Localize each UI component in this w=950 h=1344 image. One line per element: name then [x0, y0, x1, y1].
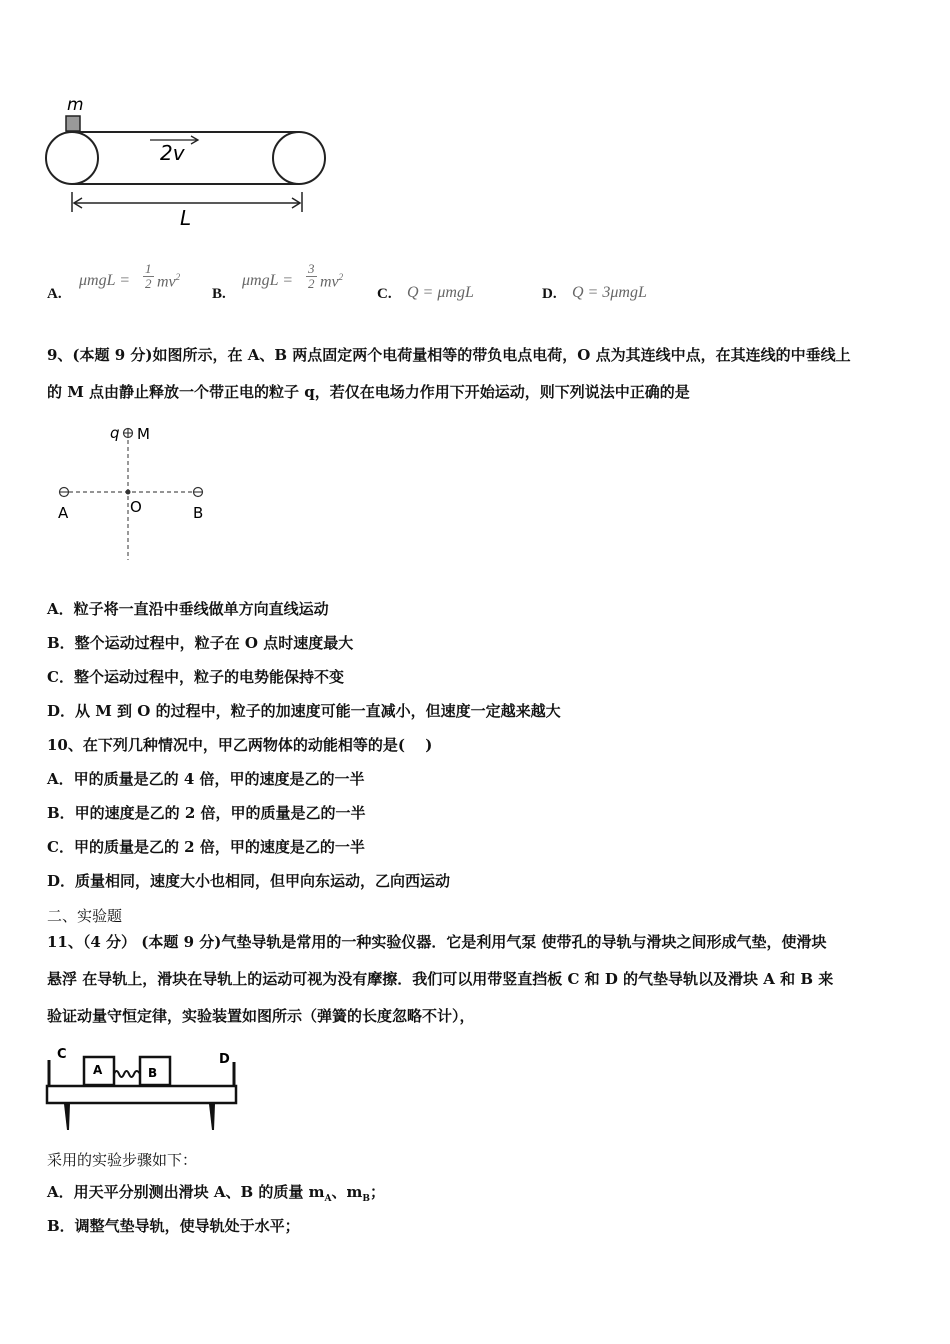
q11-steps-intro: 采用的实验步骤如下： — [47, 1151, 198, 1169]
mass-label: m — [67, 95, 84, 115]
option-label: D. — [542, 286, 557, 302]
o-label: O — [130, 498, 142, 516]
q11-stem-line2: 悬浮 在导轨上，滑块在导轨上的运动可视为没有摩擦．我们可以用带竖直挡板 C 和 D 的气垫导轨以及滑块 A 和 B 来 — [47, 970, 834, 988]
step-a-suffix: ； — [369, 1183, 385, 1201]
q9-option-b: B．整个运动过程中，粒子在 O 点时速度最大 — [47, 634, 354, 652]
expr-mv: mv — [320, 273, 339, 291]
q10-option-a: A．甲的质量是乙的 4 倍，甲的速度是乙的一半 — [47, 770, 365, 788]
expr-exponent: 2 — [338, 272, 344, 282]
slider-b-label: B — [148, 1066, 158, 1080]
d-label: D — [219, 1052, 230, 1067]
expr-mv: mv — [157, 273, 176, 291]
fraction-numerator: 3 — [308, 261, 315, 276]
q9-option-d: D．从 M 到 O 的过程中，粒子的加速度可能一直减小，但速度一定越来越大 — [47, 702, 561, 720]
option-expr: Q = 3μmgL — [572, 284, 647, 301]
option-fraction — [306, 262, 317, 291]
option-label: C. — [377, 286, 392, 302]
charges-figure — [50, 420, 220, 565]
q8-option-c — [377, 262, 527, 306]
air-track-figure — [44, 1044, 244, 1136]
fraction-denominator: 2 — [308, 276, 315, 291]
q8-option-b — [212, 262, 372, 306]
q9-option-a: A．粒子将一直沿中垂线做单方向直线运动 — [47, 600, 329, 618]
option-expr-left: μmgL = — [242, 272, 293, 289]
step-a-sub-b: B — [362, 1194, 370, 1204]
track-leg-right — [209, 1104, 215, 1130]
block-m — [66, 116, 80, 131]
option-expr-right — [157, 272, 180, 291]
q11-step-a — [47, 1182, 385, 1209]
midpoint-o — [126, 490, 131, 495]
option-expr-right — [320, 272, 343, 291]
option-expr: Q = μmgL — [407, 284, 474, 301]
conveyor-belt-figure — [40, 92, 340, 232]
a-label: A — [58, 504, 69, 522]
q11-stem-line3: 验证动量守恒定律，实验装置如图所示（弹簧的长度忽略不计）， — [47, 1007, 475, 1025]
track-leg-left — [64, 1104, 70, 1130]
q10-stem: 10、在下列几种情况中，甲乙两物体的动能相等的是( ) — [47, 736, 433, 754]
expr-exponent: 2 — [175, 272, 181, 282]
velocity-label: 2v — [160, 141, 185, 165]
slider-a-label: A — [93, 1063, 103, 1077]
option-label: A. — [47, 286, 62, 302]
c-label: C — [57, 1047, 67, 1062]
q9-stem-line2: 的 M 点由静止释放一个带正电的粒子 q，若仅在电场力作用下开始运动，则下列说法中正确的是 — [47, 383, 690, 401]
q8-option-d — [542, 262, 692, 306]
fraction-numerator: 1 — [145, 261, 152, 276]
q9-stem-line1: 9、(本题 9 分)如图所示，在 A、B 两点固定两个电荷量相等的带负电点电荷，O 点为其连线中点，在其连线的中垂线上 — [47, 346, 851, 364]
q10-option-d: D．质量相同，速度大小也相同，但甲向东运动，乙向西运动 — [47, 872, 451, 890]
left-pulley — [46, 132, 98, 184]
option-expr-left: μmgL = — [79, 272, 130, 289]
spring-icon — [114, 1071, 140, 1077]
q11-stem-line1: 11、（4 分） (本题 9 分)气垫导轨是常用的一种实验仪器．它是利用气泵 使带孔的导轨与滑块之间形成气垫，使滑块 — [47, 933, 827, 951]
step-a-sub-a: A — [324, 1194, 332, 1204]
q10-option-c: C．甲的质量是乙的 2 倍，甲的速度是乙的一半 — [47, 838, 365, 856]
b-label: B — [193, 504, 204, 522]
q11-step-b: B．调整气垫导轨，使导轨处于水平； — [47, 1217, 300, 1235]
length-label: L — [180, 206, 192, 230]
track-body — [47, 1086, 236, 1103]
q9-option-c: C．整个运动过程中，粒子的电势能保持不变 — [47, 668, 344, 686]
m-label: M — [137, 425, 150, 443]
step-a-prefix: A．用天平分别测出滑块 A、B 的质量 m — [47, 1183, 325, 1201]
option-fraction — [143, 262, 154, 291]
q-label: q — [110, 424, 120, 442]
right-pulley — [273, 132, 325, 184]
fraction-denominator: 2 — [145, 276, 152, 291]
q8-option-a — [47, 262, 207, 306]
q10-option-b: B．甲的速度是乙的 2 倍，甲的质量是乙的一半 — [47, 804, 366, 822]
step-a-mid: 、m — [331, 1183, 363, 1201]
section-heading-experiment: 二、实验题 — [47, 907, 123, 925]
option-label: B. — [212, 286, 226, 302]
